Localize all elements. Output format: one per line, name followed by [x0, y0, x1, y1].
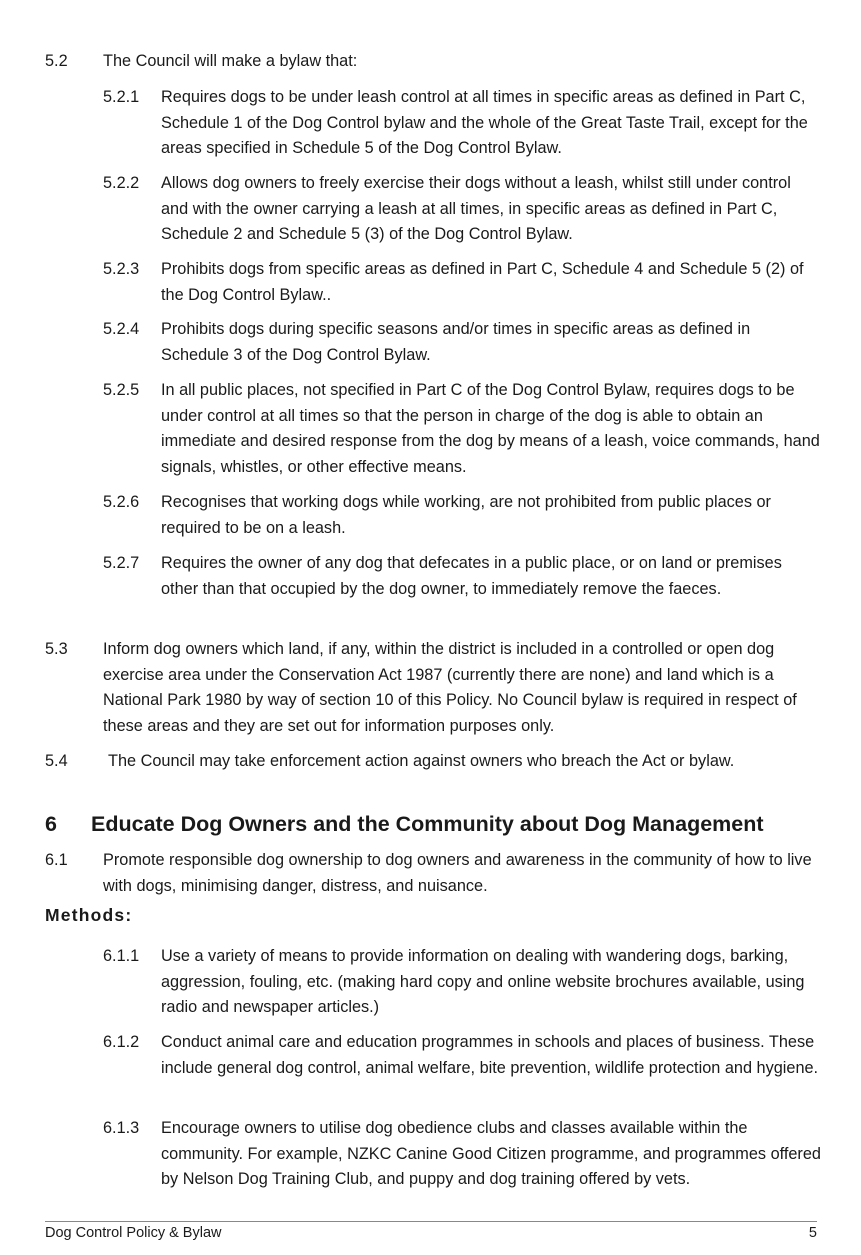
- clause-number: 6.1.3: [103, 1119, 140, 1137]
- clause-text: Encourage owners to utilise dog obedience clubs and classes available within the community. For example, NZKC Canine Good Citizen programme, and programmes offered by Nelson Dog Training Club, and puppy and dog training offered by vets.: [161, 1119, 821, 1188]
- clause-number: 5.2.7: [103, 554, 140, 572]
- section-number: 6: [45, 812, 57, 836]
- clause-number: 6.1.1: [103, 947, 140, 965]
- footer-title: Dog Control Policy & Bylaw: [45, 1225, 222, 1241]
- clause-number: 5.2: [45, 52, 68, 70]
- clause-number: 5.4: [45, 752, 68, 770]
- methods-heading: Methods:: [45, 905, 133, 925]
- page-number: 5: [808, 1225, 817, 1241]
- clause-number: 6.1.2: [103, 1033, 140, 1051]
- clause-text: Allows dog owners to freely exercise their dogs without a leash, whilst still under control and with the owner carrying a leash at all times, in specific areas as defined in Part C, Schedule 2 and Schedule 5 (3) of the Dog Control Bylaw.: [161, 174, 791, 243]
- section-title: Educate Dog Owners and the Community about Dog Management: [91, 812, 764, 836]
- clause-number: 5.2.1: [103, 88, 140, 106]
- footer-divider: [45, 1221, 817, 1222]
- clause-text: Prohibits dogs during specific seasons and/or times in specific areas as defined in Schedule 3 of the Dog Control Bylaw.: [161, 320, 751, 364]
- clause-text: Recognises that working dogs while working, are not prohibited from public places or required to be on a leash.: [161, 493, 771, 537]
- clause-text: Use a variety of means to provide information on dealing with wandering dogs, barking, aggression, fouling, etc. (making hard copy and online website brochures available, using radio and newspaper articles.): [161, 947, 805, 1016]
- clause-text: Promote responsible dog ownership to dog owners and awareness in the community of how to live with dogs, minimising danger, distress, and nuisance.: [103, 851, 812, 895]
- clause-text: Requires dogs to be under leash control at all times in specific areas as defined in Part C, Schedule 1 of the Dog Control bylaw and the whole of the Great Taste Trail, except for the areas specified in Schedule 5 of the Dog Control Bylaw.: [161, 88, 808, 157]
- clause-number: 5.2.2: [103, 174, 140, 192]
- clause-text: Prohibits dogs from specific areas as defined in Part C, Schedule 4 and Schedule 5 (2) of the Dog Control Bylaw..: [161, 260, 804, 304]
- clause-text: In all public places, not specified in Part C of the Dog Control Bylaw, requires dogs to be under control at all times so that the person in charge of the dog is able to obtain an immediate and desired response from the dog by means of a leash, voice commands, hand signals, whistles, or other effective means.: [161, 381, 820, 476]
- clause-number: 6.1: [45, 851, 68, 869]
- clause-number: 5.2.4: [103, 320, 140, 338]
- clause-number: 5.2.6: [103, 493, 140, 511]
- clause-number: 5.2.5: [103, 381, 140, 399]
- clause-number: 5.3: [45, 640, 68, 658]
- clause-text: Inform dog owners which land, if any, within the district is included in a controlled or open dog exercise area under the Conservation Act 1987 (currently there are none) and land which is a National Park 1980 by way of section 10 of this Policy. No Council bylaw is required in respect of these areas and they are set out for information purposes only.: [103, 640, 797, 735]
- clause-number: 5.2.3: [103, 260, 140, 278]
- clause-text: The Council will make a bylaw that:: [103, 52, 358, 70]
- clause-text: Conduct animal care and education programmes in schools and places of business. These include general dog control, animal welfare, bite prevention, wildlife protection and hygiene.: [161, 1033, 819, 1077]
- clause-text: The Council may take enforcement action against owners who breach the Act or bylaw.: [108, 752, 735, 770]
- clause-text: Requires the owner of any dog that defecates in a public place, or on land or premises other than that occupied by the dog owner, to immediately remove the faeces.: [161, 554, 782, 598]
